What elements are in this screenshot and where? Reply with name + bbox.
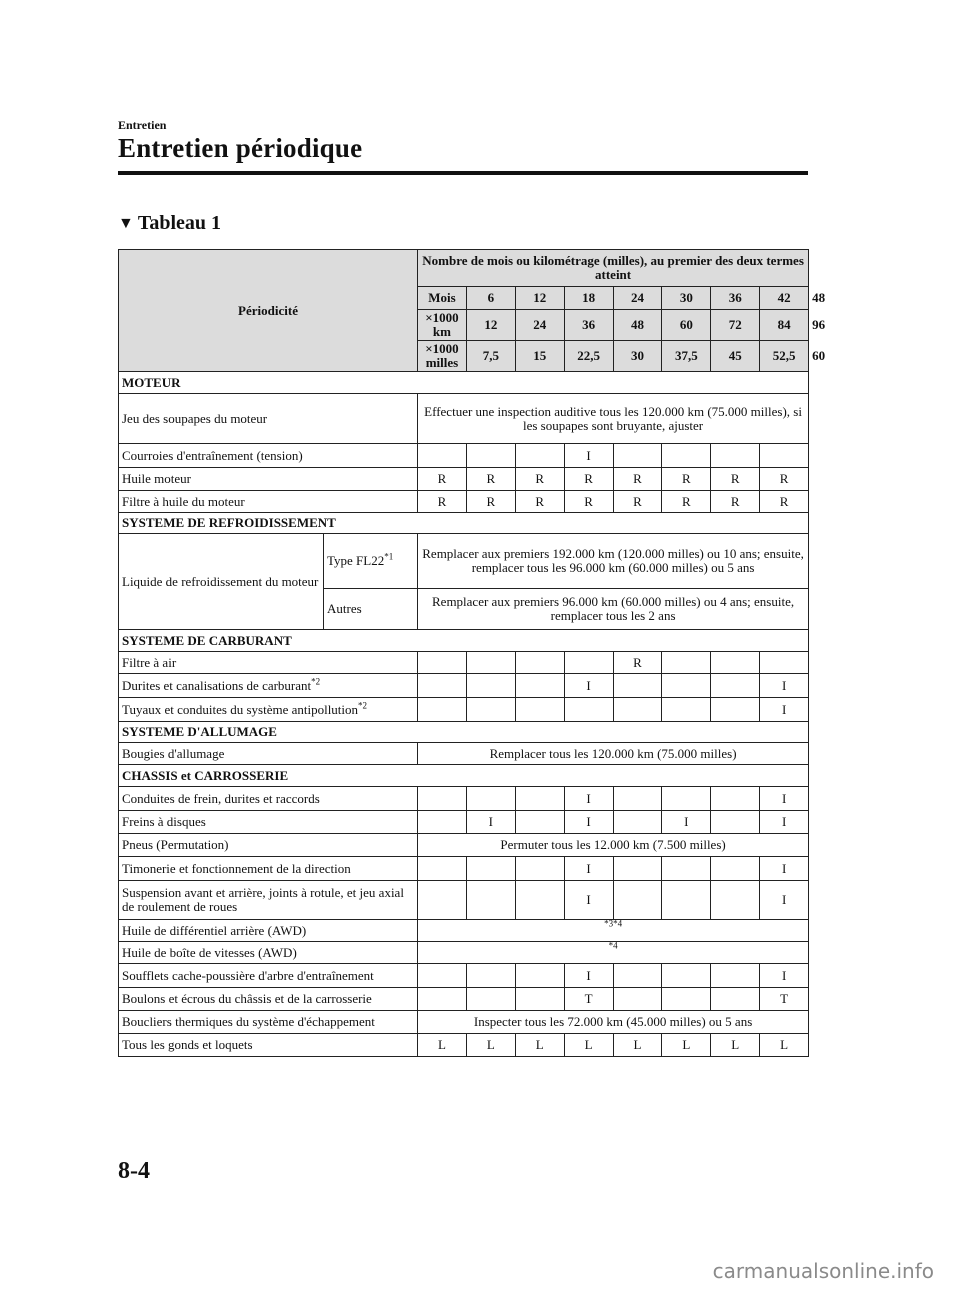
- coolant-type-other: Autres: [324, 589, 418, 630]
- interval-cell: [711, 857, 760, 881]
- row-note: Remplacer aux premiers 192.000 km (120.000 milles) ou 10 ans; ensuite, remplacer tous les 96.000 km (60.000 milles) ou 5 ans: [418, 534, 809, 589]
- interval-cell: [711, 881, 760, 920]
- row-label: Soufflets cache-poussière d'arbre d'entraînement: [119, 964, 418, 988]
- row-label: Tous les gonds et loquets: [119, 1034, 418, 1057]
- interval-cell: [662, 444, 711, 468]
- interval-cell: L: [613, 1034, 662, 1057]
- header-cell: 18: [564, 287, 613, 310]
- interval-cell: L: [760, 1034, 809, 1057]
- interval-cell: [662, 787, 711, 811]
- interval-cell: [613, 857, 662, 881]
- interval-cell: [515, 674, 564, 698]
- row-label: Liquide de refroidissement du moteur: [119, 534, 324, 630]
- table-row: [119, 394, 809, 444]
- interval-cell: [662, 964, 711, 988]
- row-label: [119, 698, 418, 722]
- coolant-type-label: Type FL22: [327, 553, 385, 568]
- interval-cell: [418, 444, 467, 468]
- header-cell: 72: [711, 310, 760, 341]
- header-cell: Mois: [418, 287, 467, 310]
- header-cell: 30: [613, 341, 662, 372]
- table-row: [119, 920, 809, 942]
- interval-cell: L: [418, 1034, 467, 1057]
- interval-cell: [662, 698, 711, 722]
- header-cell: ×1000 km: [418, 310, 467, 341]
- interval-cell: I: [564, 444, 613, 468]
- interval-cell: [466, 857, 515, 881]
- table-row: [119, 811, 809, 834]
- interval-cell: L: [662, 1034, 711, 1057]
- interval-cell: [613, 674, 662, 698]
- interval-cell: R: [418, 491, 467, 513]
- footnote-ref: *2: [311, 676, 321, 687]
- header-cell: 12: [466, 310, 515, 341]
- interval-cell: [760, 444, 809, 468]
- table-row: [119, 534, 809, 589]
- interval-cell: [711, 674, 760, 698]
- interval-cell: [613, 787, 662, 811]
- table-row: [119, 743, 809, 765]
- interval-cell: [613, 964, 662, 988]
- interval-cell: I: [466, 811, 515, 834]
- row-label: Suspension avant et arrière, joints à rotule, et jeu axial de roulement de roues: [119, 881, 418, 920]
- interval-cell: I: [662, 811, 711, 834]
- interval-cell: [515, 652, 564, 674]
- interval-cell: [613, 881, 662, 920]
- interval-cell: I: [760, 881, 809, 920]
- interval-cell: [760, 652, 809, 674]
- interval-cell: [711, 811, 760, 834]
- interval-cell: [711, 988, 760, 1011]
- interval-cell: [711, 964, 760, 988]
- interval-cell: I: [760, 698, 809, 722]
- interval-cell: R: [515, 491, 564, 513]
- interval-cell: [564, 652, 613, 674]
- section-header: MOTEUR: [119, 372, 809, 394]
- row-label: Jeu des soupapes du moteur: [119, 394, 418, 444]
- interval-cell: R: [466, 491, 515, 513]
- row-label: [119, 674, 418, 698]
- interval-cell: [515, 964, 564, 988]
- interval-cell: [515, 811, 564, 834]
- interval-cell: [466, 698, 515, 722]
- table-title: Tableau 1: [137, 212, 222, 234]
- table-row: [119, 674, 809, 698]
- table-row: [119, 698, 809, 722]
- interval-cell: [515, 444, 564, 468]
- header-cell: 84: [760, 310, 809, 341]
- header-cell: 22,5: [564, 341, 613, 372]
- interval-cell: [418, 857, 467, 881]
- interval-cell: I: [760, 787, 809, 811]
- interval-cell: [466, 674, 515, 698]
- interval-cell: [418, 652, 467, 674]
- interval-cell: [662, 988, 711, 1011]
- row-note: Remplacer aux premiers 96.000 km (60.000 milles) ou 4 ans; ensuite, remplacer tous les 2 ans: [418, 589, 809, 630]
- interval-cell: [515, 988, 564, 1011]
- maintenance-schedule-table: [118, 249, 826, 1057]
- header-cell: 36: [564, 310, 613, 341]
- interval-cell: [613, 988, 662, 1011]
- header-cell: 48: [613, 310, 662, 341]
- interval-cell: [418, 674, 467, 698]
- interval-cell: [662, 674, 711, 698]
- coolant-type-fl22: [324, 534, 418, 589]
- interval-cell: T: [564, 988, 613, 1011]
- row-label: Boucliers thermiques du système d'échappement: [119, 1011, 418, 1034]
- interval-cell: [711, 787, 760, 811]
- interval-cell: R: [711, 491, 760, 513]
- interval-cell: R: [613, 468, 662, 491]
- header-cell: 7,5: [466, 341, 515, 372]
- header-cell: 36: [711, 287, 760, 310]
- table-row: [119, 834, 809, 857]
- header-cell: 6: [466, 287, 515, 310]
- table-row: [119, 787, 809, 811]
- interval-cell: L: [515, 1034, 564, 1057]
- header-cell: 12: [515, 287, 564, 310]
- header-cell: 30: [662, 287, 711, 310]
- triangle-down-icon: ▼: [118, 215, 134, 232]
- interval-cell: R: [564, 491, 613, 513]
- interval-cell: [662, 881, 711, 920]
- interval-cell: R: [613, 491, 662, 513]
- interval-cell: [662, 652, 711, 674]
- interval-cell: R: [760, 491, 809, 513]
- interval-cell: I: [760, 674, 809, 698]
- row-note: [418, 920, 809, 942]
- interval-cell: [418, 881, 467, 920]
- interval-cell: [613, 444, 662, 468]
- header-cell: 24: [515, 310, 564, 341]
- section-header: SYSTEME DE REFROIDISSEMENT: [119, 513, 809, 534]
- interval-cell: I: [564, 674, 613, 698]
- table-row: [119, 652, 809, 674]
- interval-cell: R: [515, 468, 564, 491]
- interval-cell: R: [662, 491, 711, 513]
- header-cell: ×1000 milles: [418, 341, 467, 372]
- row-label: Huile moteur: [119, 468, 418, 491]
- table-row: [119, 468, 809, 491]
- interval-cell: I: [760, 857, 809, 881]
- interval-cell: I: [564, 787, 613, 811]
- header-cell: 42: [760, 287, 809, 310]
- interval-cell: [515, 787, 564, 811]
- header-row-miles: ×1000 milles 7,5 15 22,5 30 37,5 45 52,5 60: [119, 341, 809, 372]
- row-label: Filtre à air: [119, 652, 418, 674]
- table-heading: [118, 212, 221, 235]
- interval-cell: [613, 811, 662, 834]
- interval-cell: R: [613, 652, 662, 674]
- row-label: Filtre à huile du moteur: [119, 491, 418, 513]
- row-note: Remplacer tous les 120.000 km (75.000 milles): [418, 743, 809, 765]
- interval-cell: [466, 988, 515, 1011]
- header-row-km: ×1000 km 12 24 36 48 60 72 84 96: [119, 310, 809, 341]
- interval-cell: [418, 964, 467, 988]
- table-row: [119, 964, 809, 988]
- interval-cell: R: [711, 468, 760, 491]
- interval-cell: [515, 881, 564, 920]
- interval-cell: L: [466, 1034, 515, 1057]
- footnote-ref: *1: [384, 551, 394, 562]
- table-row: [119, 1034, 809, 1057]
- row-label: Courroies d'entraînement (tension): [119, 444, 418, 468]
- interval-cell: [515, 857, 564, 881]
- interval-cell: R: [418, 468, 467, 491]
- footnote-ref: *4: [608, 940, 618, 951]
- table-row: [119, 491, 809, 513]
- header-cell: 15: [515, 341, 564, 372]
- table-row: [119, 988, 809, 1011]
- section-header: CHASSIS et CARROSSERIE: [119, 765, 809, 787]
- interval-cell: [466, 444, 515, 468]
- interval-cell: [564, 698, 613, 722]
- interval-cell: [515, 698, 564, 722]
- interval-cell: [418, 787, 467, 811]
- section-kicker: Entretien: [118, 118, 167, 132]
- interval-cell: [466, 652, 515, 674]
- periodicity-header: Périodicité: [119, 250, 418, 372]
- header-row-months: Mois 6 12 18 24 30 36 42 48: [119, 287, 809, 310]
- row-note: Inspecter tous les 72.000 km (45.000 milles) ou 5 ans: [418, 1011, 809, 1034]
- interval-cell: I: [564, 881, 613, 920]
- interval-cell: [418, 811, 467, 834]
- interval-cell: L: [564, 1034, 613, 1057]
- interval-cell: R: [466, 468, 515, 491]
- page-number: 8-4: [118, 1158, 150, 1184]
- header-cell: 60: [662, 310, 711, 341]
- header-cell: 45: [711, 341, 760, 372]
- interval-cell: R: [662, 468, 711, 491]
- interval-cell: I: [564, 857, 613, 881]
- section-header: SYSTEME D'ALLUMAGE: [119, 722, 809, 743]
- interval-cell: [418, 698, 467, 722]
- interval-cell: I: [760, 964, 809, 988]
- interval-description: Nombre de mois ou kilométrage (milles), au premier des deux termes atteint: [418, 250, 809, 287]
- interval-cell: [662, 857, 711, 881]
- header-cell: 52,5: [760, 341, 809, 372]
- row-label: Huile de boîte de vitesses (AWD): [119, 942, 418, 964]
- header-cell: 24: [613, 287, 662, 310]
- interval-cell: I: [564, 964, 613, 988]
- row-label: Boulons et écrous du châssis et de la carrosserie: [119, 988, 418, 1011]
- interval-cell: L: [711, 1034, 760, 1057]
- interval-cell: [711, 698, 760, 722]
- interval-cell: [418, 988, 467, 1011]
- interval-cell: [466, 787, 515, 811]
- interval-cell: I: [564, 811, 613, 834]
- table-row: [119, 942, 809, 964]
- footnote-ref: *2: [358, 700, 368, 711]
- footnote-ref: *3*4: [604, 918, 623, 929]
- row-label: Huile de différentiel arrière (AWD): [119, 920, 418, 942]
- row-note: Effectuer une inspection auditive tous les 120.000 km (75.000 milles), si les soupapes sont bruyante, ajuster: [418, 394, 809, 444]
- table-row: [119, 857, 809, 881]
- page-title: Entretien périodique: [118, 133, 363, 163]
- interval-cell: [711, 652, 760, 674]
- row-label-text: Durites et canalisations de carburant: [122, 677, 312, 693]
- table-row: [119, 881, 809, 920]
- interval-cell: [711, 444, 760, 468]
- interval-cell: [613, 698, 662, 722]
- title-divider: [118, 171, 808, 175]
- table-row: [119, 444, 809, 468]
- row-note: Permuter tous les 12.000 km (7.500 milles): [418, 834, 809, 857]
- interval-cell: R: [760, 468, 809, 491]
- interval-cell: T: [760, 988, 809, 1011]
- interval-cell: R: [564, 468, 613, 491]
- row-label: Freins à disques: [119, 811, 418, 834]
- row-note: [418, 942, 809, 964]
- row-label: Bougies d'allumage: [119, 743, 418, 765]
- row-label: Conduites de frein, durites et raccords: [119, 787, 418, 811]
- header-cell: 37,5: [662, 341, 711, 372]
- interval-cell: [466, 964, 515, 988]
- row-label: Pneus (Permutation): [119, 834, 418, 857]
- interval-cell: [466, 881, 515, 920]
- watermark: carmanualsonline.info: [712, 1259, 934, 1283]
- row-label-text: Tuyaux et conduites du système antipollution: [122, 701, 359, 717]
- interval-cell: I: [760, 811, 809, 834]
- table-row: [119, 1011, 809, 1034]
- section-header: SYSTEME DE CARBURANT: [119, 630, 809, 652]
- row-label: Timonerie et fonctionnement de la direction: [119, 857, 418, 881]
